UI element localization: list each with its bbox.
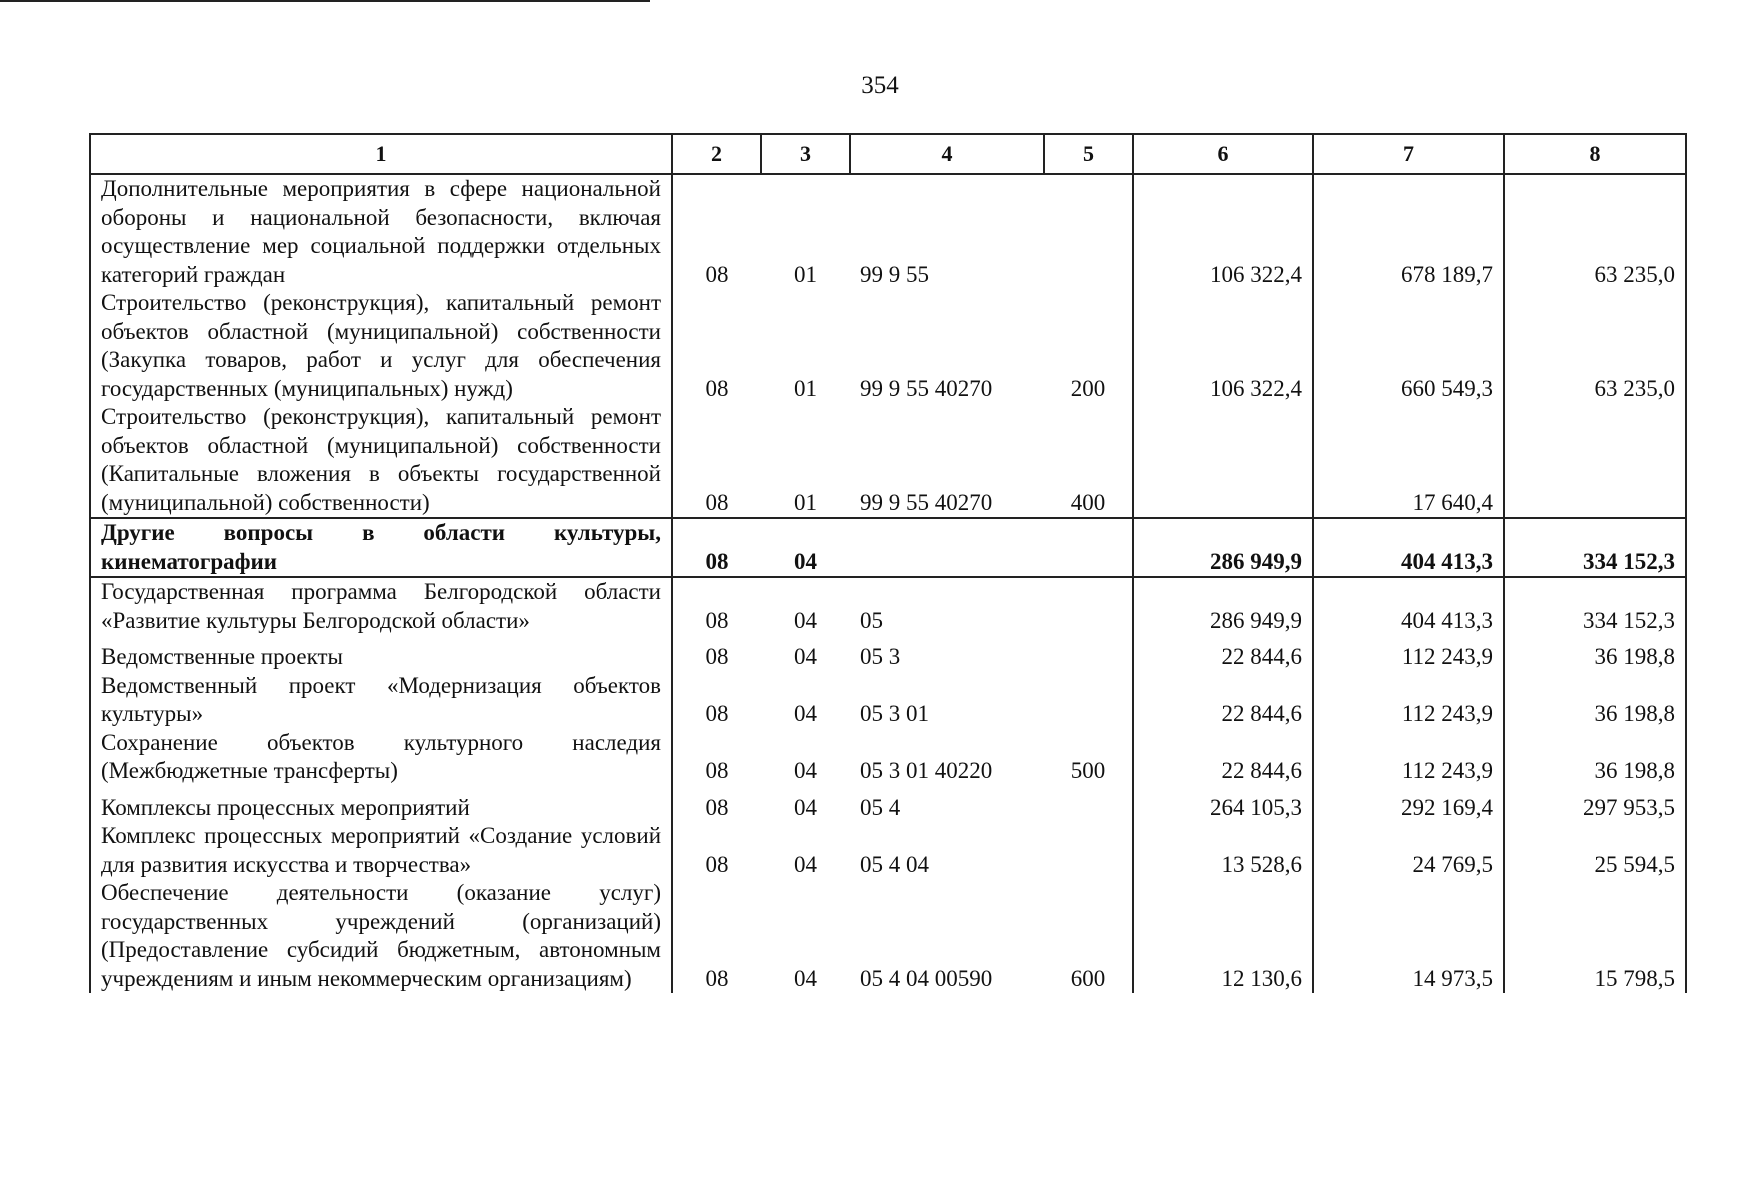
- row-target-code: 99 9 55 40270: [860, 375, 993, 401]
- row-name: Дополнительные мероприятия в сфере национальной обороны и национальной безопасности, включая осуществление мер социальной поддержки отдельных категорий граждан: [90, 174, 672, 289]
- row-amount-6: 264 105,3: [1133, 786, 1313, 823]
- table-body: [90, 174, 1686, 993]
- row-amount-6: 13 528,6: [1133, 822, 1313, 879]
- row-expense-type: [1044, 635, 1133, 672]
- row-target-code: 05 3 01 40220: [860, 758, 993, 783]
- table-row-subtotal: [90, 518, 1686, 577]
- row-section: 08: [672, 729, 761, 786]
- row-name: Другие вопросы в области культуры, кинематографии: [90, 518, 672, 577]
- row-section: 08: [672, 635, 761, 672]
- row-amount-8: 334 152,3: [1504, 577, 1686, 635]
- budget-table: [89, 133, 1687, 993]
- header-col-8: 8: [1504, 134, 1686, 174]
- row-amount-8: 36 198,8: [1504, 672, 1686, 729]
- row-subsection: 04: [794, 851, 817, 877]
- row-amount-8: 36 198,8: [1504, 635, 1686, 672]
- row-expense-type: 500: [1044, 729, 1133, 786]
- row-name: Государственная программа Белгородской области «Развитие культуры Белгородской области»: [90, 577, 672, 635]
- row-amount-7: 112 243,9: [1313, 635, 1504, 672]
- row-expense-type: 200: [1044, 289, 1133, 403]
- row-subsection: 01: [794, 375, 817, 401]
- row-expense-type: 400: [1044, 403, 1133, 518]
- row-expense-type: [1044, 174, 1133, 289]
- header-col-5: 5: [1044, 134, 1133, 174]
- row-amount-7: 14 973,5: [1313, 879, 1504, 993]
- row-name: Ведомственный проект «Модернизация объектов культуры»: [90, 672, 672, 729]
- table-row: [90, 822, 1686, 879]
- row-expense-type: [1044, 786, 1133, 823]
- row-amount-6: 286 949,9: [1133, 518, 1313, 577]
- table-row: [90, 672, 1686, 729]
- table-row: [90, 786, 1686, 823]
- row-section: 08: [672, 518, 761, 577]
- row-name: Комплекс процессных мероприятий «Создание условий для развития искусства и творчества»: [90, 822, 672, 879]
- row-amount-8: 334 152,3: [1504, 518, 1686, 577]
- header-col-3: 3: [761, 134, 850, 174]
- row-amount-8: 297 953,5: [1504, 786, 1686, 823]
- row-amount-8: [1504, 403, 1686, 518]
- row-subsection: 01: [794, 489, 817, 515]
- row-amount-6: 106 322,4: [1133, 174, 1313, 289]
- row-target-code: 05: [860, 607, 883, 633]
- row-amount-8: 15 798,5: [1504, 879, 1686, 993]
- row-amount-6: [1133, 403, 1313, 518]
- row-subsection: 04: [794, 794, 817, 820]
- table-row: [90, 635, 1686, 672]
- row-expense-type: [1044, 518, 1133, 577]
- row-target-code: 05 4 04 00590: [860, 965, 993, 991]
- row-section: 08: [672, 577, 761, 635]
- row-expense-type: [1044, 577, 1133, 635]
- row-target-code: 99 9 55 40270: [860, 489, 993, 515]
- row-expense-type: [1044, 822, 1133, 879]
- top-rule: [0, 0, 650, 2]
- row-amount-8: 25 594,5: [1504, 822, 1686, 879]
- row-subsection: 01: [794, 261, 817, 287]
- header-col-7: 7: [1313, 134, 1504, 174]
- row-subsection: 04: [794, 644, 817, 669]
- row-target-code: 05 3 01: [860, 701, 929, 726]
- row-section: 08: [672, 403, 761, 518]
- row-subsection: 04: [794, 758, 817, 783]
- row-amount-7: 678 189,7: [1313, 174, 1504, 289]
- row-amount-6: 22 844,6: [1133, 672, 1313, 729]
- row-section: 08: [672, 879, 761, 993]
- table-row: [90, 879, 1686, 993]
- row-target-code: [850, 518, 1044, 577]
- row-name: Обеспечение деятельности (оказание услуг) государственных учреждений (организаций) (Предоставление субсидий бюджетным, автономным учреждениям и иным некоммерческим организациям): [90, 879, 672, 993]
- row-section: 08: [672, 289, 761, 403]
- row-target-code: 05 3: [860, 644, 901, 669]
- row-amount-7: 24 769,5: [1313, 822, 1504, 879]
- header-col-6: 6: [1133, 134, 1313, 174]
- row-amount-7: 660 549,3: [1313, 289, 1504, 403]
- table-header-row: [90, 134, 1686, 174]
- row-amount-7: 112 243,9: [1313, 672, 1504, 729]
- row-amount-6: 22 844,6: [1133, 729, 1313, 786]
- row-amount-6: 12 130,6: [1133, 879, 1313, 993]
- row-section: 08: [672, 786, 761, 823]
- row-section: 08: [672, 822, 761, 879]
- row-name: Комплексы процессных мероприятий: [90, 786, 672, 823]
- row-target-code: 99 9 55: [860, 261, 929, 287]
- row-target-code: 05 4: [860, 794, 901, 820]
- row-amount-8: 36 198,8: [1504, 729, 1686, 786]
- row-amount-7: 112 243,9: [1313, 729, 1504, 786]
- row-amount-6: 106 322,4: [1133, 289, 1313, 403]
- header-col-4: 4: [850, 134, 1044, 174]
- row-section: 08: [672, 174, 761, 289]
- table-row: [90, 289, 1686, 403]
- row-amount-7: 292 169,4: [1313, 786, 1504, 823]
- row-subsection: 04: [761, 518, 850, 577]
- row-expense-type: 600: [1044, 879, 1133, 993]
- row-amount-7: 404 413,3: [1313, 518, 1504, 577]
- header-col-2: 2: [672, 134, 761, 174]
- row-amount-7: 404 413,3: [1313, 577, 1504, 635]
- row-subsection: 04: [794, 965, 817, 991]
- row-amount-6: 286 949,9: [1133, 577, 1313, 635]
- row-amount-7: 17 640,4: [1313, 403, 1504, 518]
- table-row: [90, 729, 1686, 786]
- page-number: 354: [861, 72, 899, 99]
- row-target-code: 05 4 04: [860, 851, 929, 877]
- row-amount-8: 63 235,0: [1504, 289, 1686, 403]
- row-amount-6: 22 844,6: [1133, 635, 1313, 672]
- row-subsection: 04: [794, 701, 817, 726]
- row-amount-8: 63 235,0: [1504, 174, 1686, 289]
- header-col-1: 1: [90, 134, 672, 174]
- row-section: 08: [672, 672, 761, 729]
- row-expense-type: [1044, 672, 1133, 729]
- row-name: Строительство (реконструкция), капитальный ремонт объектов областной (муниципальной) собственности (Закупка товаров, работ и услуг для обеспечения государственных (муниципальных) нужд): [90, 289, 672, 403]
- row-subsection: 04: [794, 607, 817, 633]
- table-row: [90, 577, 1686, 635]
- row-name: Ведомственные проекты: [90, 635, 672, 672]
- table-row: [90, 403, 1686, 518]
- table-row: [90, 174, 1686, 289]
- row-name: Строительство (реконструкция), капитальный ремонт объектов областной (муниципальной) собственности (Капитальные вложения в объекты государственной (муниципальной) собственности): [90, 403, 672, 518]
- row-name: Сохранение объектов культурного наследия (Межбюджетные трансферты): [90, 729, 672, 786]
